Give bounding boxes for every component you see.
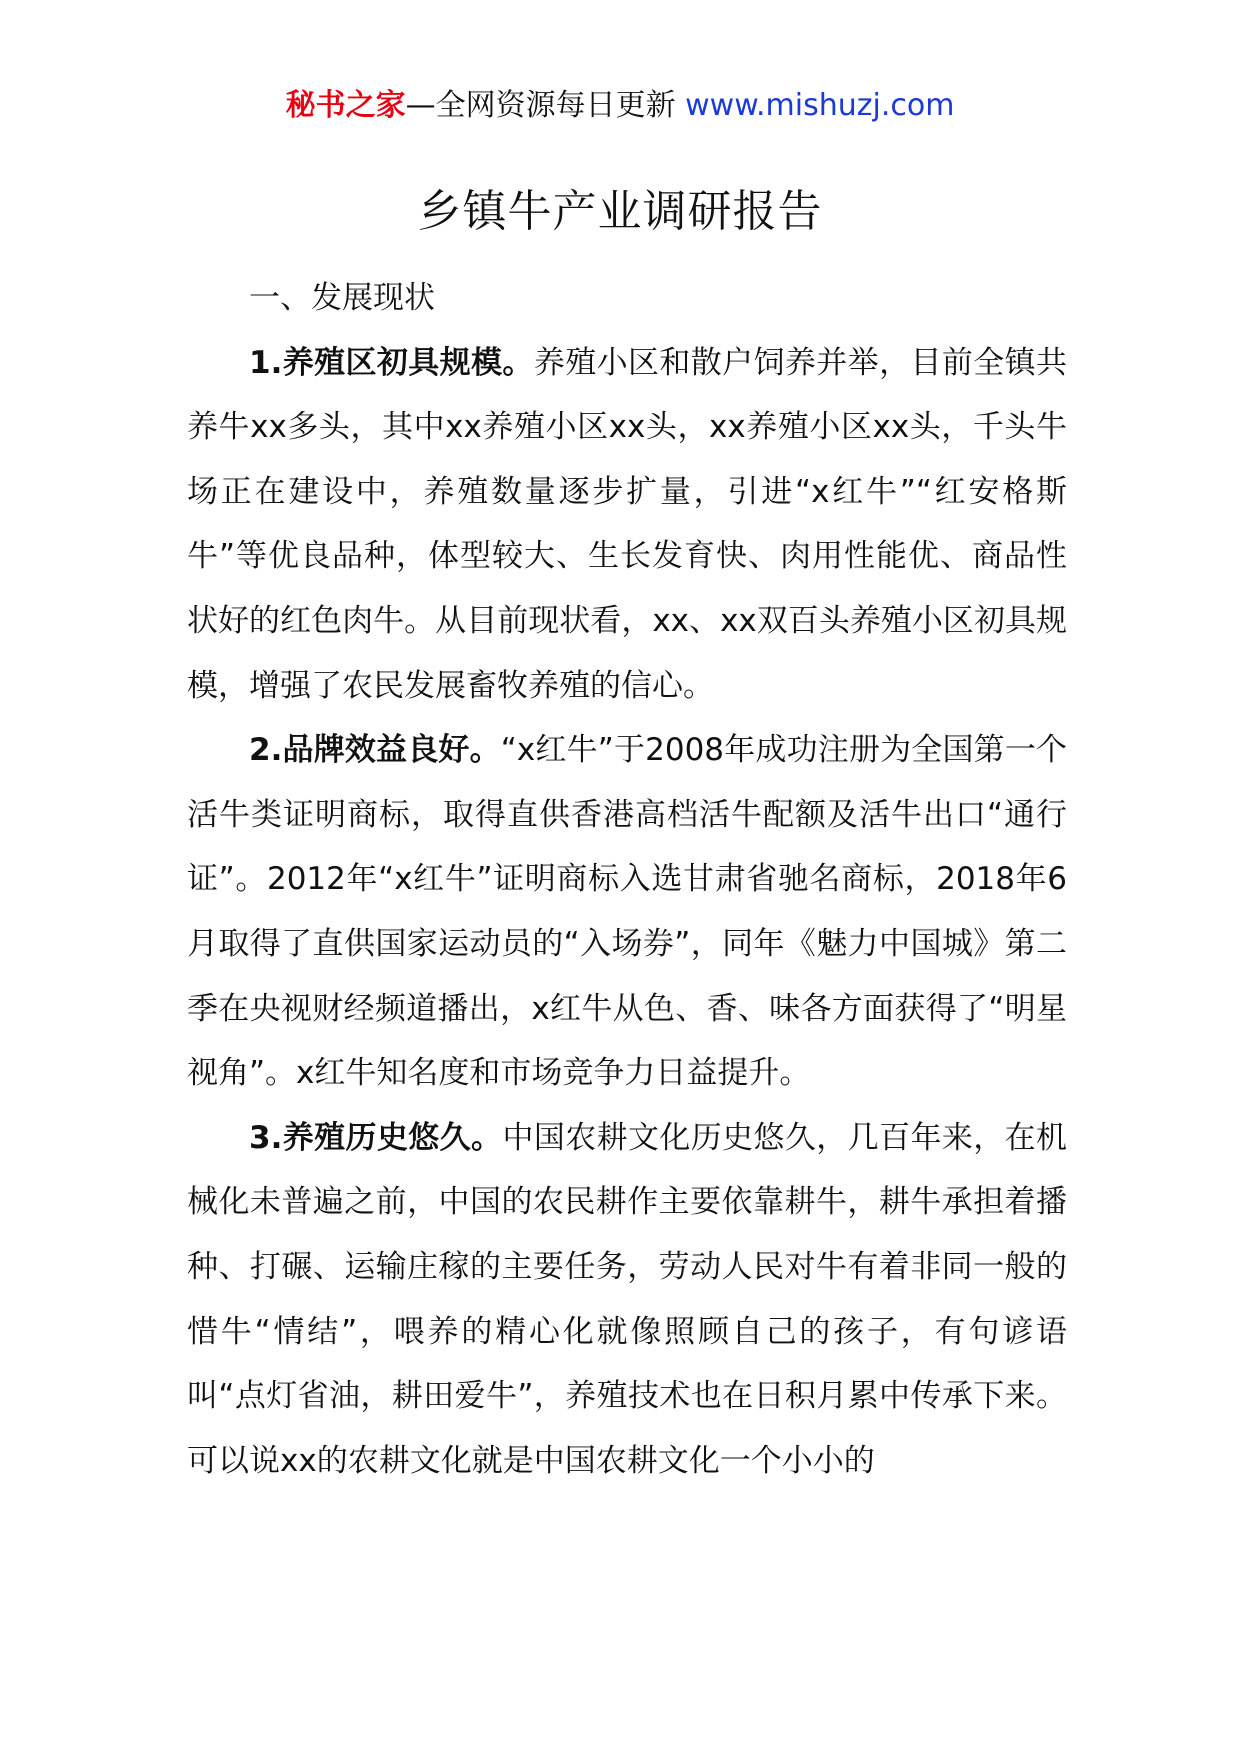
paragraph-2	[187, 718, 1067, 1106]
paragraph-text: 中国农耕文化历史悠久，几百年来，在机械化未普遍之前，中国的农民耕作主要依靠耕牛，耕牛承担着播种、打碾、运输庄稼的主要任务，劳动人民对牛有着非同一般的惜牛“情结”，喂养的精心化就像照顾自己的孩子，有句谚语叫“点灯省油，耕田爱牛”，养殖技术也在日积月累中传承下来。可以说xx的农耕文化就是中国农耕文化一个小小的	[187, 1119, 1067, 1479]
paragraph-lead: 2.品牌效益良好。	[249, 732, 501, 769]
paragraph-text: 养殖小区和散户饲养并举，目前全镇共养牛xx多头，其中xx养殖小区xx头，xx养殖小区xx头，千头牛场正在建设中，养殖数量逐步扩量，引进“x红牛”“红安格斯牛”等优良品种，体型较大、生长发育快、肉用性能优、商品性状好的红色肉牛。从目前现状看，xx、xx双百头养殖小区初具规模，增强了农民发展畜牧养殖的信心。	[187, 344, 1067, 704]
site-url-link[interactable]: www.mishuzj.com	[685, 88, 955, 123]
paragraph-lead: 3.养殖历史悠久。	[249, 1119, 503, 1156]
document-title: 乡镇牛产业调研报告	[417, 186, 823, 237]
paragraph-lead: 1.养殖区初具规模。	[249, 344, 534, 381]
paragraph-1	[187, 331, 1067, 719]
paragraph-3	[187, 1106, 1067, 1494]
site-tagline: —全网资源每日更新	[405, 88, 676, 123]
section-heading: 一、发展现状	[249, 280, 435, 316]
document-body	[187, 266, 1067, 1493]
site-brand: 秘书之家	[285, 88, 406, 123]
site-header	[0, 86, 1240, 126]
paragraph-text: “x红牛”于2008年成功注册为全国第一个活牛类证明商标，取得直供香港高档活牛配额及活牛出口“通行证”。2012年“x红牛”证明商标入选甘肃省驰名商标，2018年6月取得了直供国家运动员的“入场券”，同年《魅力中国城》第二季在央视财经频道播出，x红牛从色、香、味各方面获得了“明星视角”。x红牛知名度和市场竞争力日益提升。	[187, 732, 1067, 1092]
